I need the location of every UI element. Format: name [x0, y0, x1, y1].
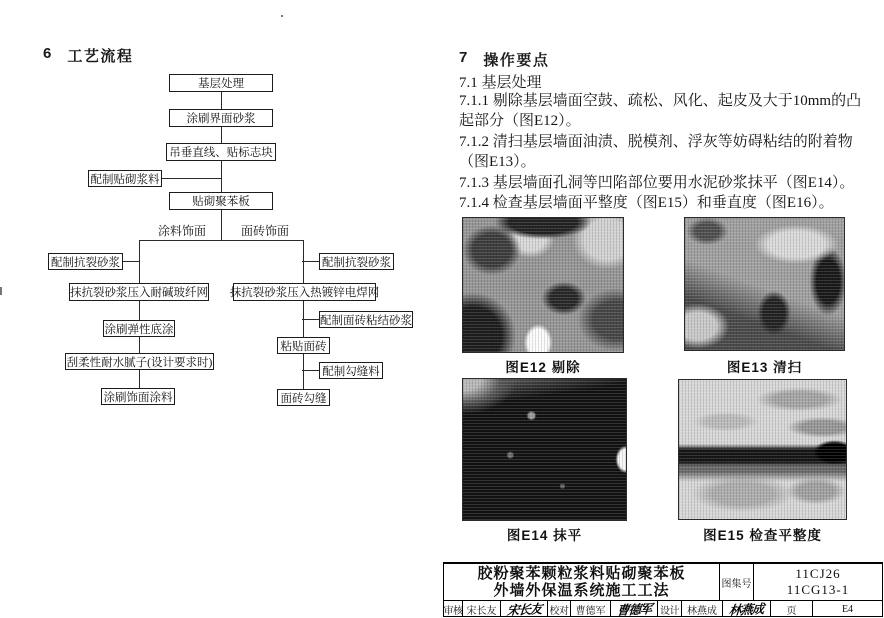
figure-e13-caption: 图E13 清扫 [726, 360, 803, 375]
atlas-number-line1: 11CJ26 [795, 566, 841, 581]
flow-node-tile-grouting: 面砖勾缝 [277, 389, 330, 406]
figure-e15-caption: 图E15 检查平整度 [703, 528, 822, 543]
connector-line [303, 240, 304, 390]
check-label: 校对 [548, 601, 571, 617]
connector-line [139, 240, 304, 241]
atlas-number-line2: 11CG13-1 [786, 582, 850, 597]
scan-artifact [281, 15, 283, 17]
flow-node-mesh-left: 抹抗裂砂浆压入耐碱玻纤网 [69, 283, 209, 301]
paragraph-7-1-2: 7.1.2 清扫基层墙面油渍、脱模剂、浮灰等妨碍粘结的附着物（图E13）。 [459, 133, 853, 171]
atlas-title-line2: 外墙外保温系统施工工法 [493, 582, 670, 599]
flow-node-prepare-crack-mortar-right: 配制抗裂砂浆 [319, 253, 394, 270]
title-block-row-1 [444, 564, 882, 601]
design-signature [723, 601, 771, 617]
figure-e12-caption: 图E12 剔除 [505, 360, 581, 375]
figure-e13-photo [684, 217, 845, 351]
branch-label-tile-finish: 面砖饰面 [238, 222, 292, 239]
check-name: 曹德军 [571, 601, 611, 617]
figure-e14-caption: 图E14 抹平 [506, 528, 583, 543]
title-block [443, 562, 883, 617]
flow-node-tile-adhesive: 配制面砖粘结砂浆 [319, 311, 413, 328]
section-6-heading [43, 45, 133, 66]
connector-line [302, 370, 320, 371]
scan-artifact [0, 287, 2, 295]
flow-node-prepare-crack-mortar-left: 配制抗裂砂浆 [48, 253, 123, 270]
title-block-row-2 [444, 601, 882, 617]
connector-line [302, 319, 320, 320]
atlas-title [444, 564, 720, 600]
page-label: 页 [771, 601, 813, 617]
flow-node-flexible-putty: 刮柔性耐水腻子(设计要求时) [65, 353, 214, 370]
flow-node-prepare-grout: 配制勾缝料 [319, 362, 383, 379]
design-signature-text: 林燕成 [728, 602, 765, 618]
atlas-title-line1: 胶粉聚苯颗粒浆料贴砌聚苯板 [477, 565, 686, 582]
paragraph-7-1-1: 7.1.1 剔除基层墙面空鼓、疏松、风化、起皮及大于10mm的凸起部分（图E12）。 [459, 93, 862, 130]
flow-node-elastic-primer: 涂刷弹性底涂 [103, 320, 175, 337]
review-name: 宋长友 [463, 601, 501, 617]
connector-line [123, 261, 140, 262]
section-6-number: 6 [43, 45, 52, 62]
atlas-number-label: 图集号 [720, 564, 754, 600]
branch-label-paint-finish: 涂料饰面 [155, 222, 209, 239]
check-signature-text: 曹德军 [616, 602, 652, 618]
flow-node-mesh-right: 抹抗裂砂浆压入热镀锌电焊网 [233, 283, 376, 301]
review-signature [501, 601, 548, 617]
page-number: E4 [841, 603, 854, 615]
connector-line [302, 261, 320, 262]
paragraph-7-1-4: 7.1.4 检查基层墙面平整度（图E15）和垂直度（图E16）。 [459, 195, 834, 212]
paragraph-7-1-3: 7.1.3 基层墙面孔洞等凹陷部位要用水泥砂浆抹平（图E14）。 [459, 174, 855, 191]
review-signature-text: 宋长友 [506, 602, 542, 618]
review-label: 审核 [444, 601, 463, 617]
check-signature [611, 601, 658, 617]
connector-line [162, 178, 221, 179]
flow-node-finish-paint: 涂刷饰面涂料 [101, 388, 175, 405]
flow-node-prepare-paste: 配制贴砌浆料 [88, 170, 162, 187]
section-6-title: 工艺流程 [67, 48, 134, 65]
section-7-heading [459, 49, 549, 70]
figure-e15-photo [678, 379, 847, 520]
flow-node-paste-tile: 粘贴面砖 [277, 337, 330, 354]
design-name: 林燕成 [682, 601, 723, 617]
figure-e12-photo [462, 217, 624, 353]
flow-node-hang-lines: 吊垂直线、贴标志块 [166, 143, 276, 161]
design-label: 设计 [658, 601, 682, 617]
section-7-title: 操作要点 [483, 52, 550, 69]
figure-e14-photo [462, 378, 627, 521]
flow-node-lay-board: 贴砌聚苯板 [169, 192, 273, 210]
flow-node-interface-mortar: 涂刷界面砂浆 [169, 109, 273, 127]
atlas-number [754, 564, 882, 600]
flow-node-base-treatment: 基层处理 [169, 74, 273, 92]
section-7-number: 7 [459, 49, 468, 66]
subsection-7-1-heading: 7.1 基层处理 [459, 75, 542, 91]
operation-paragraphs [459, 91, 875, 213]
